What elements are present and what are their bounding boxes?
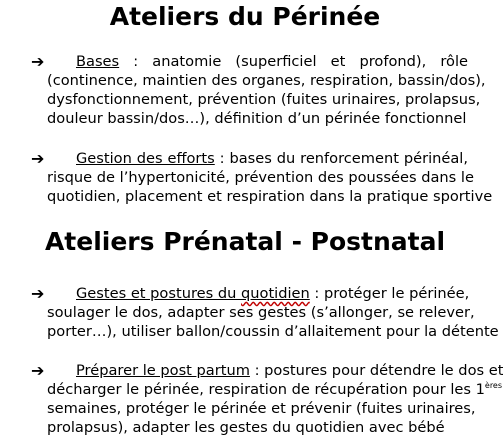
arrow-icon: ➔ xyxy=(31,149,45,168)
item-line: dysfonctionnement, prévention (fuites urinaires, prolapsus, xyxy=(47,91,481,108)
item-line: prolapsus), adapter les gestes du quotidien avec bébé xyxy=(47,419,445,436)
item-term: Gestion des efforts xyxy=(76,150,215,167)
item-term: Bases xyxy=(76,53,120,70)
item-line: Préparer le post partum : postures pour détendre le dos et xyxy=(76,362,503,379)
item-line: porter…), utiliser ballon/coussin d’allaitement pour la détente xyxy=(47,323,499,340)
item-term: Préparer le post partum xyxy=(76,362,250,379)
item-term: Gestes et postures du quotidien xyxy=(76,285,310,302)
item-line: semaines, protéger le périnée et prévenir (fuites urinaires, xyxy=(47,400,476,417)
item-line: soulager le dos, adapter ses gestes (s’allonger, se relever, xyxy=(47,304,475,321)
item-line: quotidien, placement et respiration dans la pratique sportive xyxy=(47,188,493,205)
item-line: Bases : anatomie (superficiel et profond), rôle xyxy=(76,53,468,70)
item-line: Gestion des efforts : bases du renforcement périnéal, xyxy=(76,150,469,167)
page-title: Ateliers du Périnée xyxy=(109,2,381,31)
item-line: (continence, maintien des organes, respiration, bassin/dos), xyxy=(47,72,486,89)
section-title: Ateliers Prénatal - Postnatal xyxy=(44,227,446,256)
item-line: douleur bassin/dos…), définition d’un périnée fonctionnel xyxy=(47,110,467,127)
spellcheck-word: quotidien xyxy=(241,285,310,302)
item-line: risque de l’hypertonicité, prévention des poussées dans le xyxy=(47,169,474,186)
item-line: Gestes et postures du quotidien : protéger le périnée, xyxy=(76,285,470,302)
arrow-icon: ➔ xyxy=(31,361,45,380)
arrow-icon: ➔ xyxy=(31,284,45,303)
arrow-icon: ➔ xyxy=(31,52,45,71)
item-line: décharger le périnée, respiration de récupération pour les 1ères xyxy=(47,381,503,398)
